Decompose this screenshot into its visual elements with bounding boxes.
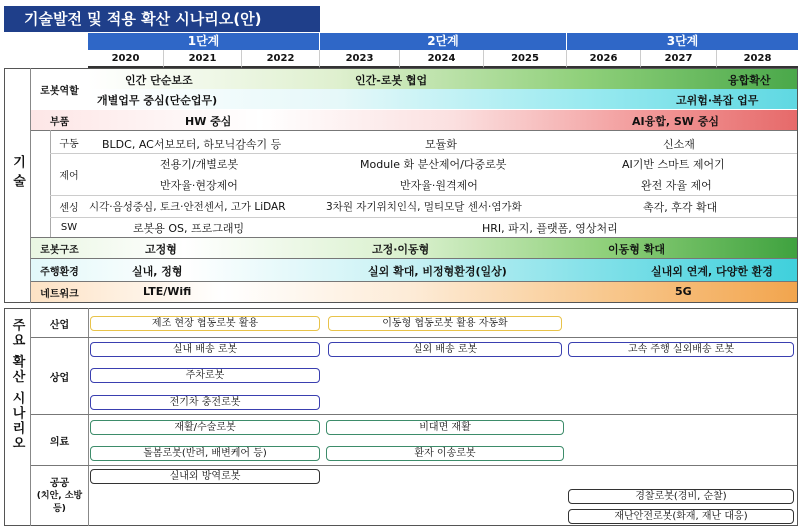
- year-2021: 2021: [164, 50, 242, 68]
- control-module: Module 화 분산제어/다중로봇: [360, 158, 507, 171]
- year-2026: 2026: [567, 50, 641, 68]
- sensing-3d: 3차원 자기위치인식, 멀티모달 센서·염가화: [326, 201, 522, 213]
- robot-role-collab: 인간-로봇 협업: [355, 74, 428, 87]
- structure-fixed: 고정형: [145, 243, 177, 256]
- row-label-public-sub: (치안, 소방 등): [36, 491, 83, 514]
- public-disaster: 재난안전로봇(화재, 재난 대응): [568, 509, 794, 524]
- year-2023: 2023: [320, 50, 400, 68]
- parts-ai-sw: AI융합, SW 중심: [632, 115, 720, 128]
- phase-2: 2단계: [320, 33, 567, 50]
- row-label-structure: 로봇구조: [40, 244, 79, 256]
- year-2020: 2020: [88, 50, 164, 68]
- year-2028: 2028: [717, 50, 798, 68]
- medical-patient-transfer: 환자 이송로봇: [326, 446, 564, 461]
- commerce-indoor-delivery: 실내 배송 로봇: [90, 342, 320, 357]
- control-semi-remote: 반자율·원격제어: [400, 179, 478, 192]
- row-label-environment: 주행환경: [40, 266, 79, 278]
- row-label-drive: 구동: [59, 138, 79, 150]
- robot-role-individual: 개별업무 중심(단순업무): [97, 94, 218, 107]
- medical-rehab-surgery: 재활/수술로봇: [90, 420, 320, 435]
- row-label-robot-role: 로봇역할: [40, 85, 79, 97]
- network-5g: 5G: [675, 285, 692, 298]
- industry-mobile-collab: 이동형 협동로봇 활용 자동화: [328, 316, 562, 331]
- control-semi-onsite: 반자율·현장제어: [160, 179, 238, 192]
- page-title: 기술발전 및 적용 확산 시나리오(안): [4, 6, 320, 32]
- commerce-outdoor-delivery: 실외 배송 로봇: [328, 342, 562, 357]
- sensing-vision: 시각·음성중심, 토크·안전센서, 고가 LiDAR: [89, 201, 286, 213]
- commerce-highspeed-delivery: 고속 주행 실외배송 로봇: [568, 342, 794, 357]
- row-label-sw: SW: [60, 222, 78, 233]
- row-label-network: 네트워크: [40, 288, 79, 300]
- row-label-industry: 산업: [49, 319, 70, 331]
- public-police: 경찰로봇(경비, 순찰): [568, 489, 794, 504]
- year-2025: 2025: [484, 50, 567, 68]
- drive-motors: BLDC, AC서보모터, 하모닉감속기 등: [102, 138, 282, 151]
- commerce-ev-charging: 전기차 충전로봇: [90, 395, 320, 410]
- sw-os: 로봇용 OS, 프로그래밍: [133, 222, 245, 235]
- row-label-parts: 부품: [49, 116, 70, 128]
- robot-role-band-1: [88, 69, 797, 89]
- medical-care: 돌봄로봇(반려, 배변케어 등): [90, 446, 320, 461]
- control-ai-smart: AI기반 스마트 제어기: [622, 158, 725, 171]
- row-label-public: 공공: [49, 477, 70, 489]
- environment-outdoor: 실외 확대, 비정형환경(일상): [368, 265, 507, 278]
- environment-indoor: 실내, 정형: [132, 265, 183, 278]
- control-full-auto: 완전 자율 제어: [641, 179, 712, 192]
- structure-fixed-mobile: 고정·이동형: [372, 243, 430, 256]
- row-label-medical: 의료: [49, 436, 70, 448]
- environment-linked: 실내외 연계, 다양한 환경: [651, 265, 773, 278]
- year-2024: 2024: [400, 50, 484, 68]
- industry-collab-manufacturing: 제조 현장 협동로봇 활용: [90, 316, 320, 331]
- structure-mobile: 이동형 확대: [608, 243, 665, 256]
- tech-section-label: 기술: [10, 155, 25, 193]
- robot-role-high-risk: 고위험·복잡 업무: [676, 94, 759, 107]
- control-dedicated: 전용기/개별로봇: [160, 158, 239, 171]
- row-label-control: 제어: [59, 170, 79, 182]
- robot-role-simple: 인간 단순보조: [125, 74, 193, 87]
- commerce-parking: 주차로봇: [90, 368, 320, 383]
- drive-new-material: 신소재: [663, 138, 695, 151]
- phase-1: 1단계: [88, 33, 320, 50]
- row-label-commerce: 상업: [49, 372, 70, 384]
- drive-modular: 모듈화: [425, 138, 457, 151]
- parts-hw: HW 중심: [185, 115, 232, 128]
- sensing-tactile: 촉각, 후각 확대: [643, 201, 718, 214]
- network-lte: LTE/Wifi: [143, 285, 192, 298]
- medical-remote-rehab: 비대면 재활: [326, 420, 564, 435]
- scenario-section-label: 주요 확산 시나리오: [9, 318, 25, 452]
- robot-role-fusion: 융합확산: [728, 74, 771, 87]
- row-label-sensing: 센싱: [59, 203, 79, 214]
- year-2027: 2027: [641, 50, 717, 68]
- public-disinfection: 실내외 방역로봇: [90, 469, 320, 484]
- sw-hri: HRI, 파지, 플랫폼, 영상처리: [482, 222, 618, 235]
- year-2022: 2022: [242, 50, 320, 68]
- phase-3: 3단계: [567, 33, 798, 50]
